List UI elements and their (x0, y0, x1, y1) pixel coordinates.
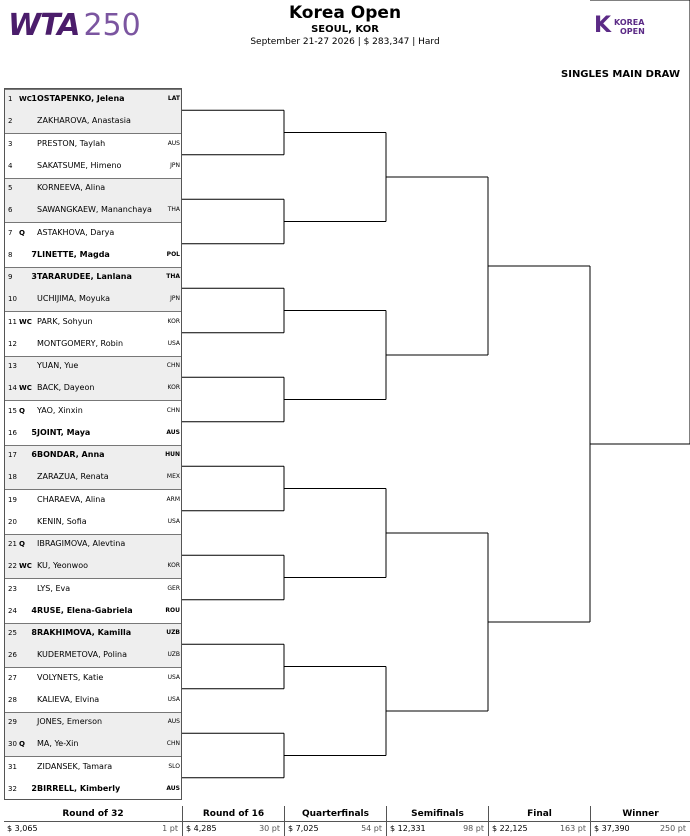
round-prize-money: $ 7,025 (288, 824, 319, 833)
entry-seed: 8 (31, 628, 37, 637)
entry-country: UZB (167, 651, 180, 659)
entry-position: 9 (8, 273, 13, 281)
entry-position: 18 (8, 473, 17, 482)
entry-player-name: PRESTON, Taylah (37, 138, 106, 148)
entry-country: KOR (167, 562, 180, 570)
entry-country: AUS (167, 139, 180, 147)
entry-seed: 3 (31, 272, 37, 281)
entry-player-name: BONDAR, Anna (37, 450, 105, 459)
entry-seed: 7 (31, 249, 37, 259)
entry-country: HUN (165, 451, 180, 458)
entry-player-name: JOINT, Maya (37, 427, 91, 437)
entry-tag: Q (19, 740, 25, 749)
entry-position: 1 (8, 95, 13, 103)
entry-player-name: RAKHIMOVA, Kamilla (37, 628, 132, 637)
entry-country: CHN (166, 406, 180, 414)
entry-tag: WC (19, 384, 32, 393)
entry-player-name: ASTAKHOVA, Darya (37, 227, 115, 237)
draw-label: SINGLES MAIN DRAW (561, 69, 680, 80)
entry-position: 26 (8, 651, 17, 660)
entry-country: CHN (166, 740, 180, 748)
round-name: Final (489, 806, 590, 822)
entry-player-name: KU, Yeonwoo (37, 561, 89, 571)
entry-position: 25 (8, 629, 17, 637)
entry-country: LAT (167, 95, 180, 102)
entry-country: UZB (166, 629, 180, 636)
entry-position: 28 (8, 695, 17, 704)
entry-player-name: RUSE, Elena-Gabriela (37, 605, 133, 615)
entry-position: 6 (8, 206, 13, 215)
entry-player-name: ZIDANSEK, Tamara (37, 761, 113, 771)
entry-country: GER (167, 584, 180, 592)
entry-country: AUS (166, 784, 180, 792)
entry-position: 24 (8, 606, 17, 615)
entry-player-name: ZARAZUA, Renata (37, 472, 109, 482)
round-column (488, 806, 590, 836)
entry-player-name: KUDERMETOVA, Polina (37, 650, 128, 660)
entry-position: 14 (8, 384, 17, 393)
round-ranking-points: 98 pt (463, 824, 484, 833)
entry-player-name: KALIEVA, Elvina (37, 694, 100, 704)
entry-country: USA (167, 673, 180, 681)
entry-position: 12 (8, 339, 17, 348)
wta-logo-number: 250 (83, 8, 141, 43)
round-prize-money: $ 37,390 (594, 824, 630, 833)
entry-position: 8 (8, 250, 13, 259)
entry-country: ARM (166, 495, 180, 503)
entry-player-name: KORNEEVA, Alina (37, 183, 106, 192)
entry-country: JPN (170, 295, 180, 303)
entry-player-name: CHARAEVA, Alina (37, 494, 106, 504)
entry-country: ROU (165, 606, 180, 614)
entry-tag: WC (19, 562, 32, 571)
entry-position: 5 (8, 184, 13, 192)
round-ranking-points: 163 pt (559, 824, 586, 833)
entry-country: USA (167, 695, 180, 703)
entry-tag: WC (19, 317, 32, 326)
entry-player-name: LYS, Eva (37, 583, 71, 593)
entry-position: 30 (8, 740, 17, 749)
round-column (284, 806, 386, 836)
entry-country: POL (166, 250, 180, 258)
entry-position: 29 (8, 718, 17, 726)
round-prize-money: $ 4,285 (186, 824, 217, 833)
round-prize-money: $ 12,331 (390, 824, 426, 833)
entry-country: USA (167, 517, 180, 525)
entry-tag: WC (19, 95, 32, 103)
entry-player-name: SAWANGKAEW, Mananchaya (37, 205, 152, 215)
round-name: Round of 32 (4, 806, 182, 822)
entry-tag: Q (19, 406, 25, 415)
entry-player-name: SAKATSUME, Himeno (37, 160, 122, 170)
entry-player-name: OSTAPENKO, Jelena (37, 94, 125, 103)
entry-country: THA (167, 206, 180, 214)
korea-open-logo-line1: KOREA (614, 18, 645, 27)
entry-position: 19 (8, 495, 17, 504)
entry-player-name: BACK, Dayeon (37, 383, 95, 393)
entry-player-name: UCHIJIMA, Moyuka (37, 294, 110, 304)
entry-seed: 1 (31, 94, 37, 103)
entry-position: 4 (8, 161, 13, 170)
entry-seed: 2 (31, 783, 37, 793)
entry-country: KOR (167, 384, 180, 392)
tournament-info: September 21-27 2026 | $ 283,347 | Hard (250, 37, 440, 47)
round-ranking-points: 54 pt (361, 824, 382, 833)
entry-position: 23 (8, 584, 17, 593)
entry-position: 32 (8, 784, 17, 793)
korea-open-k-icon: K (594, 13, 612, 38)
entry-position: 15 (8, 406, 17, 415)
entry-tag: Q (19, 540, 25, 548)
entry-position: 27 (8, 673, 17, 682)
entry-player-name: YUAN, Yue (37, 361, 79, 370)
round-name: Round of 16 (183, 806, 284, 822)
entry-seed: 6 (31, 450, 37, 459)
entry-position: 13 (8, 362, 17, 370)
round-name: Quarterfinals (285, 806, 386, 822)
round-ranking-points: 250 pt (659, 824, 686, 833)
tournament-location: SEOUL, KOR (311, 24, 379, 35)
entry-position: 22 (8, 562, 17, 571)
entry-player-name: KENIN, Sofia (37, 516, 87, 526)
korea-open-logo-line2: OPEN (620, 27, 645, 36)
entry-player-name: LINETTE, Magda (37, 249, 110, 259)
round-column (590, 806, 690, 836)
round-prize-money: $ 3,065 (7, 824, 38, 833)
entry-position: 7 (8, 228, 13, 237)
entry-position: 17 (8, 451, 17, 459)
entry-position: 10 (8, 295, 17, 304)
entry-player-name: BIRRELL, Kimberly (37, 783, 121, 793)
entry-position: 31 (8, 762, 17, 771)
round-column (386, 806, 488, 836)
round-name: Semifinals (387, 806, 488, 822)
entry-player-name: TARARUDEE, Lanlana (37, 272, 132, 281)
tournament-title: Korea Open (288, 3, 402, 23)
entry-tag: Q (19, 228, 25, 237)
round-column (4, 806, 182, 836)
entry-position: 3 (8, 139, 13, 148)
entry-player-name: ZAKHAROVA, Anastasia (37, 116, 131, 126)
entry-player-name: YAO, Xinxin (37, 405, 83, 415)
entry-country: AUS (166, 428, 180, 436)
entry-country: SLO (168, 762, 180, 770)
round-prize-money: $ 22,125 (492, 824, 528, 833)
entry-country: USA (167, 339, 180, 347)
entry-position: 21 (8, 540, 17, 548)
entry-country: CHN (166, 362, 180, 369)
entry-player-name: MA, Ye-Xin (37, 739, 79, 749)
entry-player-name: PARK, Sohyun (37, 316, 93, 326)
entry-country: AUS (167, 718, 180, 725)
wta-logo-text: WTA (8, 8, 80, 43)
round-ranking-points: 1 pt (162, 824, 178, 833)
entry-country: JPN (170, 161, 180, 169)
entry-position: 20 (8, 517, 17, 526)
entry-player-name: IBRAGIMOVA, Alevtina (37, 539, 126, 548)
round-column (182, 806, 284, 836)
entry-seed: 4 (31, 605, 37, 615)
entry-position: 11 (8, 317, 17, 326)
entry-player-name: JONES, Emerson (37, 717, 103, 726)
prize-footer (4, 806, 690, 836)
round-ranking-points: 30 pt (259, 824, 280, 833)
entry-country: KOR (167, 317, 180, 325)
entry-position: 16 (8, 428, 17, 437)
entry-country: THA (166, 273, 180, 280)
entry-position: 2 (8, 117, 13, 126)
entry-player-name: MONTGOMERY, Robin (37, 338, 124, 348)
entry-player-name: VOLYNETS, Katie (37, 672, 104, 682)
entry-seed: 5 (31, 427, 37, 437)
round-name: Winner (591, 806, 690, 822)
entry-country: MEX (166, 473, 180, 481)
